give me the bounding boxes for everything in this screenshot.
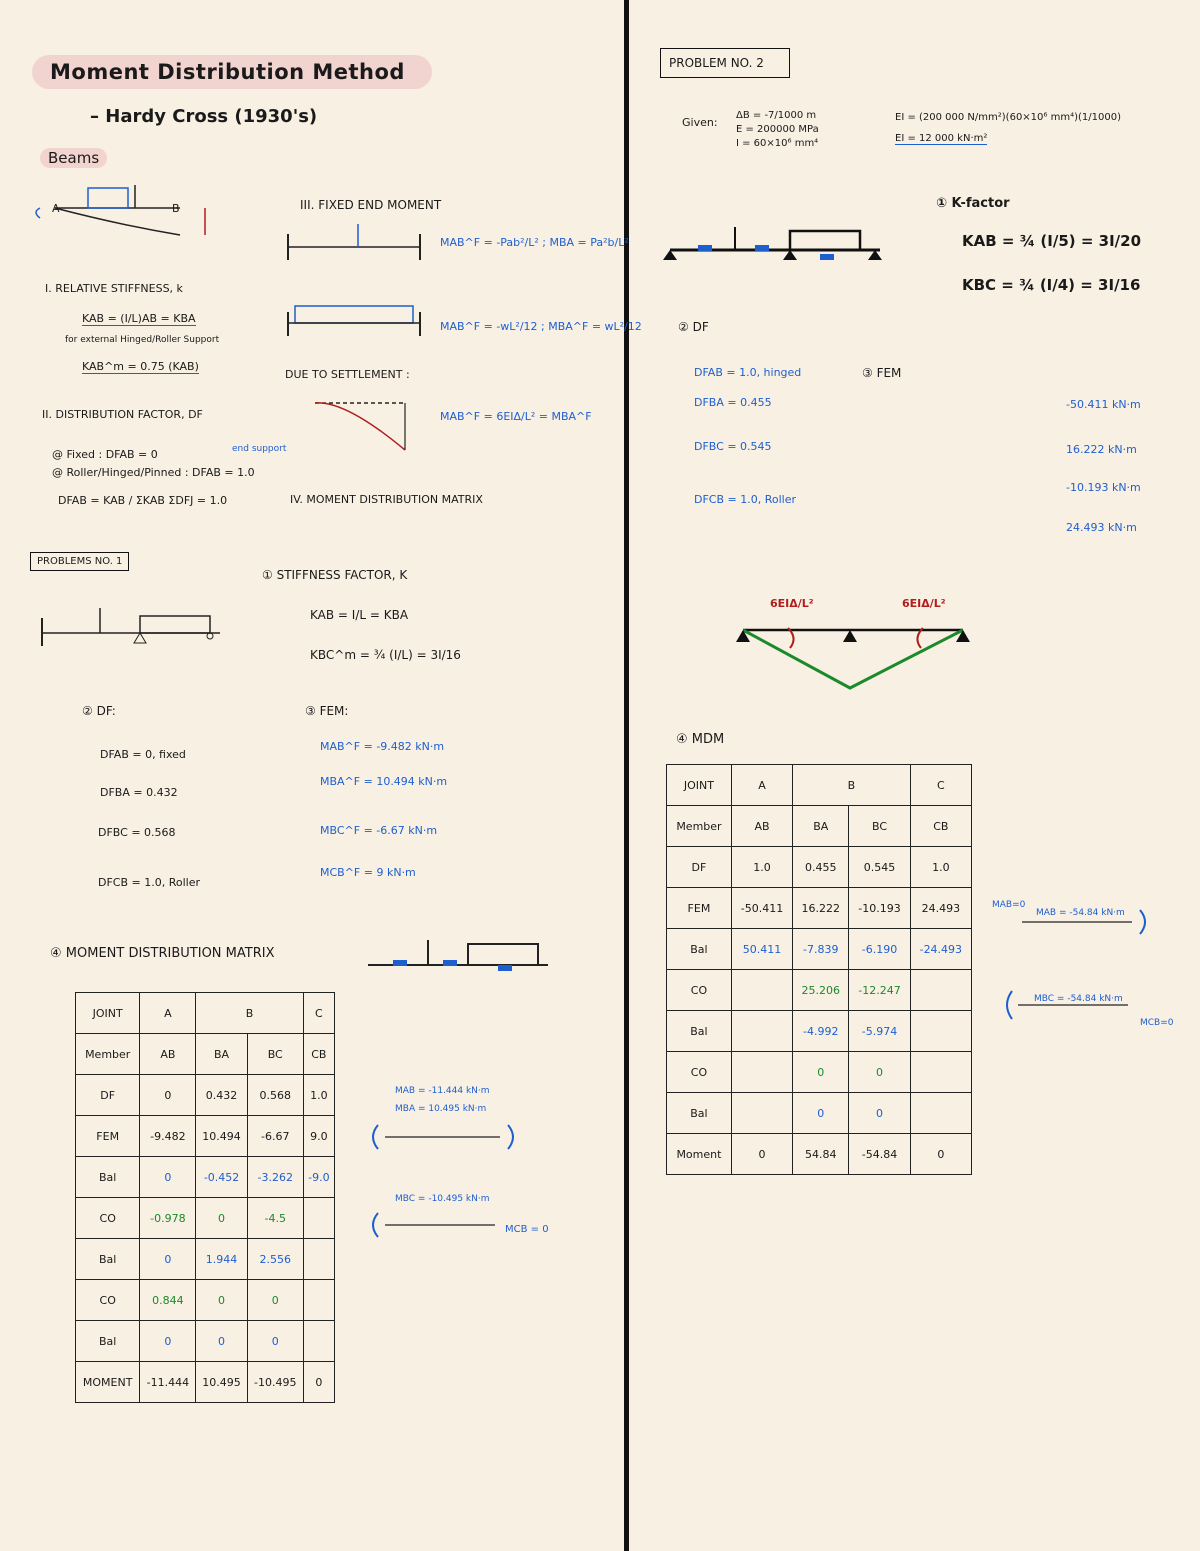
problem2-mdm-row xyxy=(667,888,972,929)
fixed-end-moment-heading: III. FIXED END MOMENT xyxy=(300,198,442,212)
problem1-mdm-cell: 0 xyxy=(140,1239,196,1280)
problem1-mdm-cell: 0 xyxy=(140,1157,196,1198)
problem2-mdm-cell xyxy=(731,1052,792,1093)
problem2-mdm-row-label: Moment xyxy=(667,1134,732,1175)
page-subtitle: – Hardy Cross (1930's) xyxy=(90,106,318,127)
page-divider xyxy=(624,0,629,1551)
problem2-diagram-moment-bc: 6EIΔ/L² xyxy=(902,597,946,610)
problem1-mdm-cell: 0 xyxy=(196,1198,247,1239)
intro-beam-label-a: A xyxy=(52,202,60,215)
problem1-mab-result: MAB = -11.444 kN·m xyxy=(395,1086,490,1096)
problem1-stiffness-heading: ① STIFFNESS FACTOR, K xyxy=(262,568,408,582)
problem2-mdm-row-label: Bal xyxy=(667,1093,732,1134)
problem2-mdm-member-cell: CB xyxy=(910,806,971,847)
settlement-sketch xyxy=(305,395,415,455)
problem2-mdm-row-label: Bal xyxy=(667,1011,732,1052)
problem2-given-e: E = 200000 MPa xyxy=(736,124,819,135)
problem1-mdm-heading: ④ MOMENT DISTRIBUTION MATRIX xyxy=(50,946,275,961)
problem1-mdm-row-label: Bal xyxy=(76,1239,140,1280)
fem-udl-formula: MAB^F = -wL²/12 ; MBA^F = wL²/12 xyxy=(440,320,642,333)
problem1-mdm-member-cell: BA xyxy=(196,1034,247,1075)
problem1-beam-sketch xyxy=(30,598,230,650)
problem1-fem-bc: MBC^F = -6.67 kN·m xyxy=(320,824,438,837)
problem1-mdm-cell: 2.556 xyxy=(247,1239,303,1280)
problem2-mdm-cell: 1.0 xyxy=(731,847,792,888)
problem2-mdm-row xyxy=(667,1134,972,1175)
problem2-mdm-cell: 54.84 xyxy=(793,1134,849,1175)
problem2-df-heading: ② DF xyxy=(678,320,709,334)
problem1-mdm-cell: 9.0 xyxy=(303,1116,334,1157)
problem1-mdm-row-label: DF xyxy=(76,1075,140,1116)
settlement-heading: DUE TO SETTLEMENT : xyxy=(285,368,410,381)
problem1-mdm-cell: 0 xyxy=(140,1321,196,1362)
problem2-mdm-cell: -4.992 xyxy=(793,1011,849,1052)
problem2-ei-calc: EI = (200 000 N/mm²)(60×10⁶ mm⁴)(1/1000) xyxy=(895,112,1121,123)
problem1-mdm-table xyxy=(75,992,335,1403)
problem2-mdm-cell: 0 xyxy=(793,1093,849,1134)
problem2-fem-ba: 16.222 kN·m xyxy=(1066,443,1137,456)
problem1-mdm-cell xyxy=(303,1280,334,1321)
problem2-df-cb: DFCB = 1.0, Roller xyxy=(694,493,797,506)
problem1-mdm-row xyxy=(76,1239,335,1280)
df-end-support-note: end support xyxy=(232,444,287,454)
distribution-factor-heading: II. DISTRIBUTION FACTOR, DF xyxy=(42,408,203,421)
problem2-fem-heading: ③ FEM xyxy=(862,366,902,380)
problem2-mdm-row xyxy=(667,1011,972,1052)
problem1-mdm-row-label: CO xyxy=(76,1280,140,1321)
problem2-mab-zero: MAB=0 xyxy=(992,900,1026,910)
problem1-df-heading: ② DF: xyxy=(82,704,116,718)
problem1-mdm-cell: 0 xyxy=(247,1321,303,1362)
problem2-mdm-cell: 24.493 xyxy=(910,888,971,929)
problem2-mdm-table xyxy=(666,764,972,1175)
problem2-diagram-moment-ab: 6EIΔ/L² xyxy=(770,597,814,610)
problem1-mdm-cell xyxy=(303,1321,334,1362)
problem1-mdm-row xyxy=(76,1116,335,1157)
problem1-mdm-cell: -9.0 xyxy=(303,1157,334,1198)
problem1-mdm-joint-cell: B xyxy=(196,993,303,1034)
mdm-heading-intro: IV. MOMENT DISTRIBUTION MATRIX xyxy=(290,493,483,506)
problem1-mdm-cell xyxy=(303,1198,334,1239)
problem1-mdm-row xyxy=(76,1362,335,1403)
fem-udl-sketch xyxy=(280,298,430,343)
problem2-mdm-row-label: DF xyxy=(667,847,732,888)
problem1-mdm-member-cell: CB xyxy=(303,1034,334,1075)
problem1-df-cb: DFCB = 1.0, Roller xyxy=(98,876,201,889)
problem1-mdm-cell: -0.452 xyxy=(196,1157,247,1198)
problem1-mdm-row-label: MOMENT xyxy=(76,1362,140,1403)
problem2-mdm-row xyxy=(667,1093,972,1134)
df-fixed: @ Fixed : DFAB = 0 xyxy=(52,448,158,461)
problem2-mdm-cell: -5.974 xyxy=(849,1011,910,1052)
problem1-df-ba: DFBA = 0.432 xyxy=(100,786,178,799)
problem2-df-ba: DFBA = 0.455 xyxy=(694,396,772,409)
problem1-mdm-member-cell: Member xyxy=(76,1034,140,1075)
problem1-mdm-member-cell: AB xyxy=(140,1034,196,1075)
problem1-mdm-cell: -4.5 xyxy=(247,1198,303,1239)
problem2-mdm-cell: 0 xyxy=(731,1134,792,1175)
problem2-fem-cb: 24.493 kN·m xyxy=(1066,521,1137,534)
problem1-fem-ab: MAB^F = -9.482 kN·m xyxy=(320,740,445,753)
problem2-mdm-cell: -24.493 xyxy=(910,929,971,970)
problem1-mdm-row-label: Bal xyxy=(76,1321,140,1362)
problem1-mdm-cell: -9.482 xyxy=(140,1116,196,1157)
page-title: Moment Distribution Method xyxy=(32,55,432,89)
problem2-fem-bc: -10.193 kN·m xyxy=(1066,481,1141,494)
problem2-mdm-row xyxy=(667,929,972,970)
problem2-mdm-row-label: Bal xyxy=(667,929,732,970)
problem1-mdm-cell: 1.0 xyxy=(303,1075,334,1116)
problem1-df-ab: DFAB = 0, fixed xyxy=(100,748,186,761)
problem2-mdm-member-cell: BC xyxy=(849,806,910,847)
problem1-mdm-cell: 1.944 xyxy=(196,1239,247,1280)
problem2-k-ab: KAB = ¾ (I/5) = 3I/20 xyxy=(962,232,1142,250)
problem2-mdm-member-cell: AB xyxy=(731,806,792,847)
problem1-mdm-cell: -10.495 xyxy=(247,1362,303,1403)
problem2-mdm-heading: ④ MDM xyxy=(676,732,725,747)
problem2-settlement-diagram xyxy=(728,600,978,695)
problem1-mdm-cell: -3.262 xyxy=(247,1157,303,1198)
problem2-kfactor-heading: ① K-factor xyxy=(936,196,1010,211)
problem2-mab-result: MAB = -54.84 kN·m xyxy=(1036,908,1125,918)
problem1-mdm-row xyxy=(76,1321,335,1362)
problem1-mdm-row xyxy=(76,1157,335,1198)
stiffness-formula: KAB = (I/L)AB = KBA xyxy=(82,312,196,325)
problem1-mba-result: MBA = 10.495 kN·m xyxy=(395,1104,487,1114)
problem1-mdm-row xyxy=(76,1075,335,1116)
problem2-mdm-cell: 0 xyxy=(910,1134,971,1175)
problem1-moment-sketch-ab xyxy=(360,1115,540,1155)
problem1-mdm-cell: 0 xyxy=(303,1362,334,1403)
problem2-mdm-cell: -50.411 xyxy=(731,888,792,929)
problem2-mbc-result: MBC = -54.84 kN·m xyxy=(1034,994,1123,1004)
problem2-mdm-cell: 0 xyxy=(849,1093,910,1134)
problem2-mdm-cell xyxy=(910,1011,971,1052)
problem1-mdm-row-label: Bal xyxy=(76,1157,140,1198)
problem2-mdm-cell xyxy=(910,1052,971,1093)
stiffness-modified: KAB^m = 0.75 (KAB) xyxy=(82,360,199,373)
problem1-fem-ba: MBA^F = 10.494 kN·m xyxy=(320,775,448,788)
problem2-mdm-cell: 0.545 xyxy=(849,847,910,888)
df-formula: DFAB = KAB / ΣKAB ΣDFJ = 1.0 xyxy=(58,494,228,507)
problem2-mdm-cell: -54.84 xyxy=(849,1134,910,1175)
problem2-mdm-cell: -12.247 xyxy=(849,970,910,1011)
problem2-mdm-member-cell: Member xyxy=(667,806,732,847)
problem1-mdm-row-label: CO xyxy=(76,1198,140,1239)
problem2-mdm-row-label: CO xyxy=(667,1052,732,1093)
section-tag-beams: Beams xyxy=(40,148,107,168)
problem1-mdm-cell: -11.444 xyxy=(140,1362,196,1403)
problem2-mdm-cell: 0 xyxy=(849,1052,910,1093)
fem-point-formula: MAB^F = -Pab²/L² ; MBA = Pa²b/L² xyxy=(440,236,629,249)
problem1-mdm-cell: 0 xyxy=(140,1075,196,1116)
stiffness-note: for external Hinged/Roller Support xyxy=(65,335,220,345)
problem1-mcb-result: MCB = 0 xyxy=(505,1224,549,1235)
problem2-given-delta: ΔB = -7/1000 m xyxy=(736,110,817,121)
problem2-mdm-joint-cell: C xyxy=(910,765,971,806)
problem2-mdm-member-cell: BA xyxy=(793,806,849,847)
problem1-mdm-cell: 0.568 xyxy=(247,1075,303,1116)
problem1-k-bc: KBC^m = ¾ (I/L) = 3I/16 xyxy=(310,648,461,662)
problem2-mcb-zero: MCB=0 xyxy=(1140,1018,1174,1028)
problem1-label: PROBLEMS NO. 1 xyxy=(30,552,129,571)
problem2-given-i: I = 60×10⁶ mm⁴ xyxy=(736,138,819,149)
problem2-mdm-cell: 0 xyxy=(793,1052,849,1093)
problem1-mdm-row-label: FEM xyxy=(76,1116,140,1157)
problem1-mdm-joint-cell: A xyxy=(140,993,196,1034)
problem2-fem-ab: -50.411 kN·m xyxy=(1066,398,1141,411)
problem2-mdm-joint-cell: JOINT xyxy=(667,765,732,806)
relative-stiffness-heading: I. RELATIVE STIFFNESS, k xyxy=(45,282,183,295)
problem1-df-bc: DFBC = 0.568 xyxy=(98,826,176,839)
problem1-mdm-cell: 10.494 xyxy=(196,1116,247,1157)
problem1-fem-cb: MCB^F = 9 kN·m xyxy=(320,866,416,879)
problem1-mdm-member-cell: BC xyxy=(247,1034,303,1075)
problem1-k-ab: KAB = I/L = KBA xyxy=(310,608,409,622)
problem1-mdm-cell: 10.495 xyxy=(196,1362,247,1403)
problem2-mdm-row xyxy=(667,1052,972,1093)
problem2-mdm-cell xyxy=(731,1011,792,1052)
problem2-k-bc: KBC = ¾ (I/4) = 3I/16 xyxy=(962,276,1141,294)
problem2-mdm-cell: 0.455 xyxy=(793,847,849,888)
problem1-mdm-beam-sketch xyxy=(358,930,558,980)
problem1-mdm-cell: 0.432 xyxy=(196,1075,247,1116)
problem2-df-ab: DFAB = 1.0, hinged xyxy=(694,366,802,379)
problem2-mdm-row-label: FEM xyxy=(667,888,732,929)
problem1-fem-heading: ③ FEM: xyxy=(305,704,349,718)
problem1-mdm-cell: -0.978 xyxy=(140,1198,196,1239)
problem2-mdm-joint-cell: B xyxy=(793,765,910,806)
problem2-mdm-cell: 50.411 xyxy=(731,929,792,970)
problem1-mdm-cell: 0 xyxy=(196,1321,247,1362)
problem2-mdm-row-label: CO xyxy=(667,970,732,1011)
problem1-mdm-joint-cell: C xyxy=(303,993,334,1034)
problem2-mdm-cell xyxy=(910,1093,971,1134)
problem2-mdm-cell: -10.193 xyxy=(849,888,910,929)
problem2-given-label: Given: xyxy=(682,116,718,129)
intro-beam-label-b: B xyxy=(172,202,180,215)
problem2-mdm-cell: 25.206 xyxy=(793,970,849,1011)
problem1-mdm-cell: 0 xyxy=(247,1280,303,1321)
problem2-mdm-cell: 16.222 xyxy=(793,888,849,929)
problem2-mdm-joint-cell: A xyxy=(731,765,792,806)
problem1-mdm-cell: 0 xyxy=(196,1280,247,1321)
problem1-mbc-result: MBC = -10.495 kN·m xyxy=(395,1194,490,1204)
problem1-mdm-row xyxy=(76,1280,335,1321)
fem-point-load-sketch xyxy=(280,222,430,267)
problem2-mdm-cell: 1.0 xyxy=(910,847,971,888)
problem2-mdm-row xyxy=(667,970,972,1011)
problem2-mdm-cell xyxy=(910,970,971,1011)
problem2-mdm-cell xyxy=(731,1093,792,1134)
problem2-df-bc: DFBC = 0.545 xyxy=(694,440,772,453)
df-roller: @ Roller/Hinged/Pinned : DFAB = 1.0 xyxy=(52,466,255,479)
problem2-mdm-cell xyxy=(731,970,792,1011)
problem1-mdm-row xyxy=(76,1198,335,1239)
problem2-mdm-cell: -6.190 xyxy=(849,929,910,970)
problem2-beam-sketch xyxy=(660,215,890,270)
problem2-mdm-row xyxy=(667,847,972,888)
problem1-mdm-joint-cell: JOINT xyxy=(76,993,140,1034)
problem1-mdm-cell xyxy=(303,1239,334,1280)
problem2-label: PROBLEM NO. 2 xyxy=(660,48,790,78)
problem2-ei-result: EI = 12 000 kN·m² xyxy=(895,133,988,144)
problem2-mdm-cell: -7.839 xyxy=(793,929,849,970)
problem1-mdm-cell: -6.67 xyxy=(247,1116,303,1157)
problem1-mdm-cell: 0.844 xyxy=(140,1280,196,1321)
settlement-formula: MAB^F = 6EIΔ/L² = MBA^F xyxy=(440,410,592,423)
